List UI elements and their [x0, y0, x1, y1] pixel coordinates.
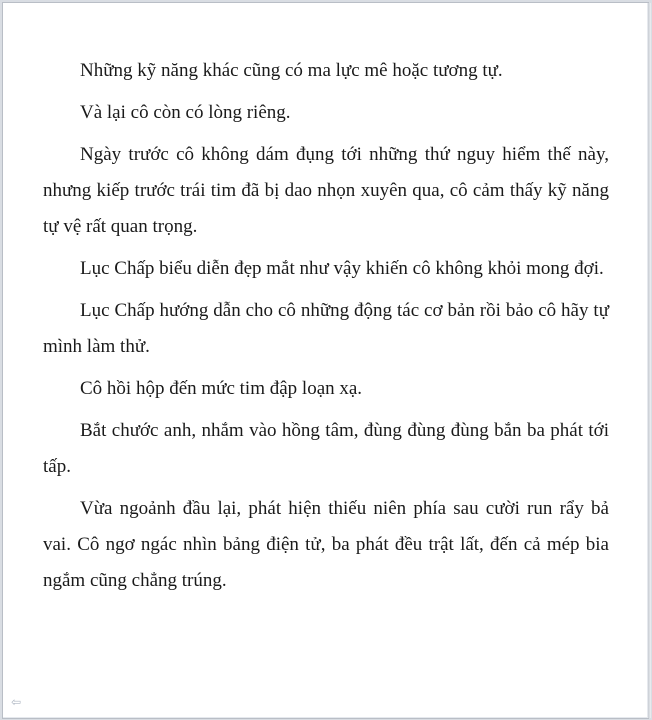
paragraph-7: Bắt chước anh, nhắm vào hồng tâm, đùng đùng đùng bắn ba phát tới tấp. [43, 420, 609, 477]
paragraph-1: Những kỹ năng khác cũng có ma lực mê hoặc tương tự. [80, 60, 503, 81]
paragraph-8: Vừa ngoảnh đầu lại, phát hiện thiếu niên phía sau cười run rẩy bả vai. Cô ngơ ngác nhìn bảng điện tử, ba phát đều trật lất, đến cả mép bia ngắm cũng chẳng trúng. [43, 498, 609, 591]
paragraph-3: Ngày trước cô không dám đụng tới những thứ nguy hiểm thế này, nhưng kiếp trước trái tim đã bị dao nhọn xuyên qua, cô cảm thấy kỹ năng tự vệ rất quan trọng. [43, 144, 609, 237]
page-turn-arrow-icon[interactable]: ⇦ [11, 695, 22, 709]
document-text-area [43, 53, 609, 605]
document-page-frame [2, 2, 649, 719]
paragraph-4: Lục Chấp biểu diễn đẹp mắt như vậy khiến cô không khỏi mong đợi. [80, 258, 604, 279]
paragraph-2: Và lại cô còn có lòng riêng. [80, 102, 291, 123]
paragraph-5: Lục Chấp hướng dẫn cho cô những động tác cơ bản rồi bảo cô hãy tự mình làm thử. [43, 300, 609, 357]
paragraph-6: Cô hồi hộp đến mức tim đập loạn xạ. [80, 378, 363, 399]
